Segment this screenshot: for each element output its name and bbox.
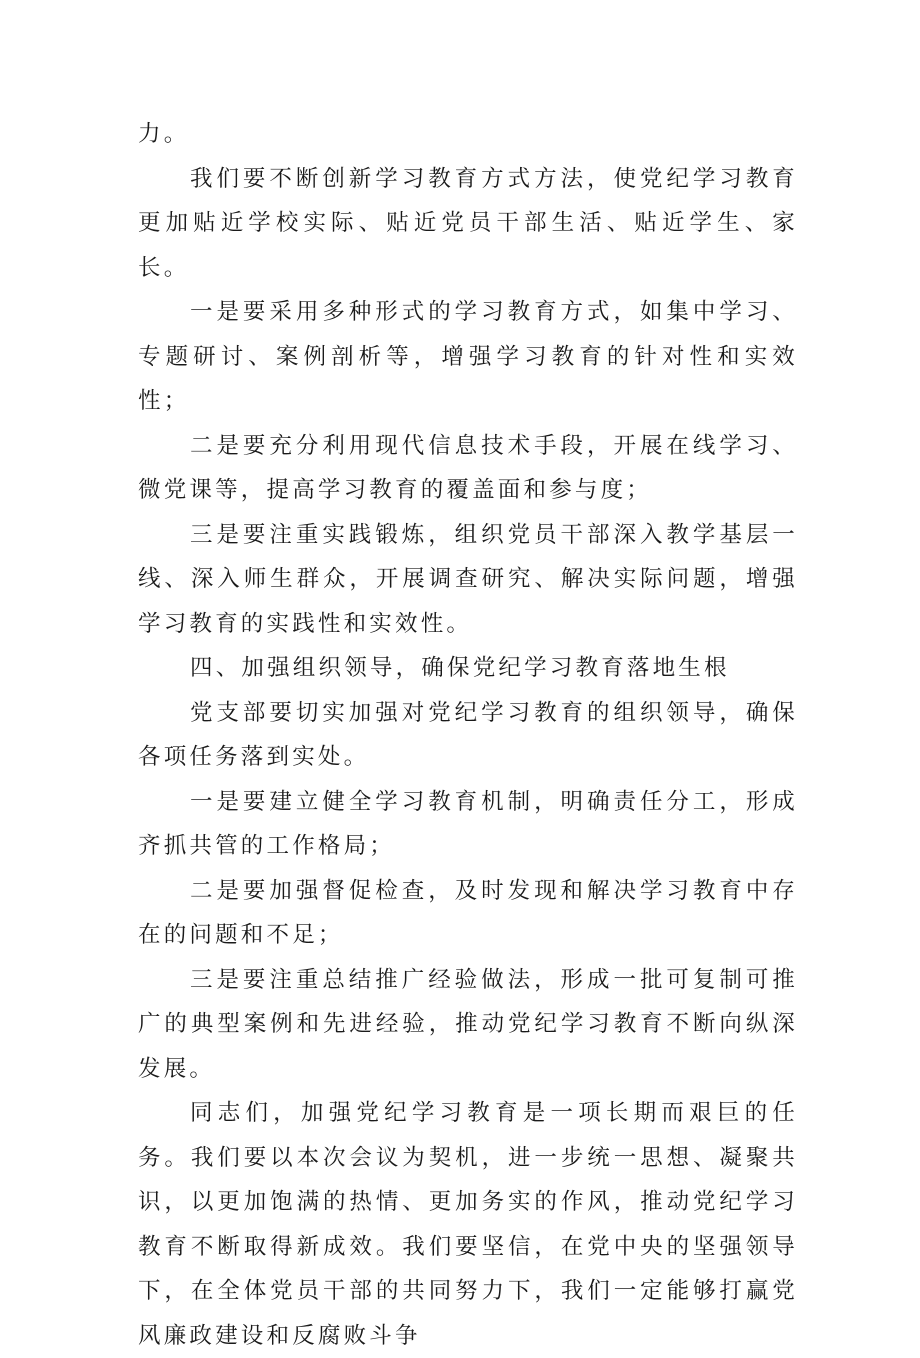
paragraph-8: 一是要建立健全学习教育机制，明确责任分工，形成齐抓共管的工作格局；: [138, 788, 798, 859]
section-heading: 四、加强组织领导，确保党纪学习教育落地生根: [190, 655, 730, 681]
paragraph-11: 同志们，加强党纪学习教育是一项长期而艰巨的任务。我们要以本次会议为契机，进一步统一思想、凝聚共识，以更加饱满的热情、更加务实的作风，推动党纪学习教育不断取得新成效。我们要坚信，在党中央的坚强领导下，在全体党员干部的共同努力下，我们一定能够打赢党风廉政建设和反腐败斗争: [138, 1100, 798, 1349]
paragraph-5: 三是要注重实践锻炼，组织党员干部深入教学基层一线、深入师生群众，开展调查研究、解决实际问题，增强学习教育的实践性和实效性。: [138, 521, 798, 637]
paragraph-7: 党支部要切实加强对党纪学习教育的组织领导，确保各项任务落到实处。: [138, 699, 798, 770]
document-body: [138, 112, 798, 1358]
paragraph-3: 一是要采用多种形式的学习教育方式，如集中学习、专题研讨、案例剖析等，增强学习教育的针对性和实效性；: [138, 299, 798, 414]
paragraph-1: 力。: [138, 121, 190, 147]
paragraph-2: 我们要不断创新学习教育方式方法，使党纪学习教育更加贴近学校实际、贴近党员干部生活、贴近学生、家长。: [138, 165, 798, 281]
paragraph-10: 三是要注重总结推广经验做法，形成一批可复制可推广的典型案例和先进经验，推动党纪学习教育不断向纵深发展。: [138, 966, 798, 1082]
paragraph-4: 二是要充分利用现代信息技术手段，开展在线学习、微党课等，提高学习教育的覆盖面和参与度；: [138, 432, 798, 503]
paragraph-9: 二是要加强督促检查，及时发现和解决学习教育中存在的问题和不足；: [138, 877, 798, 948]
